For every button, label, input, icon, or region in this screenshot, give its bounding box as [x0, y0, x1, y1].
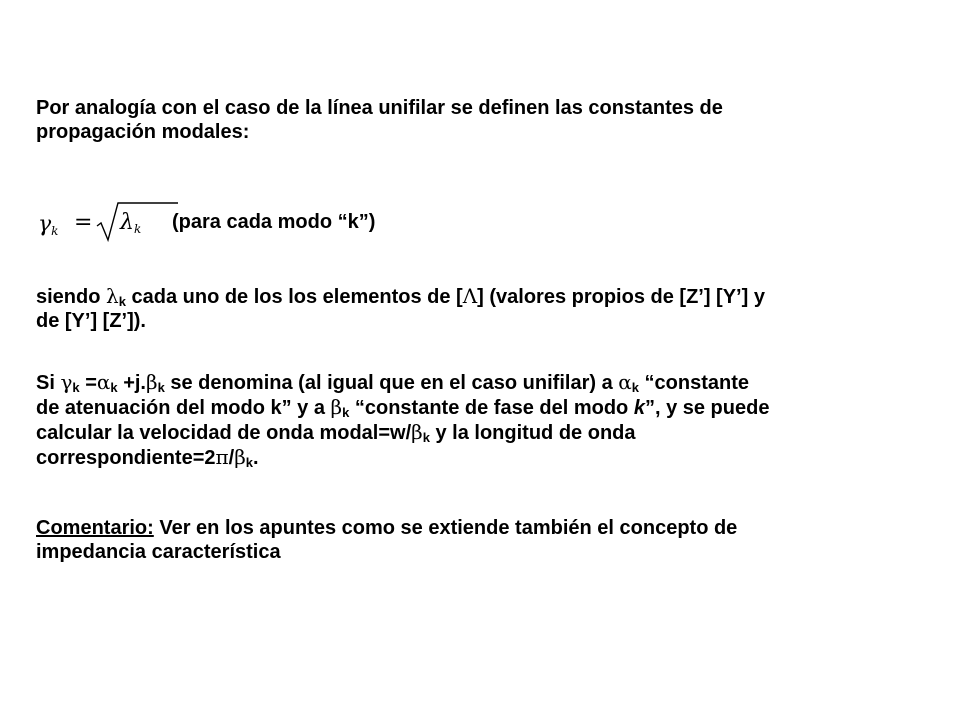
comment-label: Comentario:	[36, 517, 154, 539]
formula-equals: =	[74, 210, 93, 235]
intro-line-2: propagación modales:	[36, 121, 250, 143]
propagation-constant-formula	[38, 200, 142, 248]
modal-constants-paragraph: Si $\gamma_k =\alpha_k +j.\beta_k$ se denomina (al igual que en el caso unifilar) a $\alpha_k$ “constante de atenuación del modo k” y a $\beta_k$ “constante de fase del modo k”, y se puede calcular la velocidad de onda $modal=w/\beta_k$ y la longitud de onda $correspondiente=2\pi/\beta_k$.	[36, 370, 770, 470]
eigenvalue-paragraph: siendo $\lambda_k$ cada uno de los los elementos de [Λ] (valores propios de [Z’] [Y’] y de [Y’] [Z’]).	[36, 284, 765, 332]
formula-gamma: $\gamma_k$	[38, 212, 59, 238]
mode-note: (para cada modo “k”)	[172, 211, 376, 233]
comment-paragraph: Comentario: Ver en los apuntes como se extiende también el concepto de impedancia característica	[36, 517, 738, 563]
intro-paragraph	[36, 96, 936, 144]
formula-lambda: $\lambda_k$	[120, 210, 142, 236]
intro-line-1: Por analogía con el caso de la línea unifilar se definen las constantes de	[36, 97, 723, 119]
